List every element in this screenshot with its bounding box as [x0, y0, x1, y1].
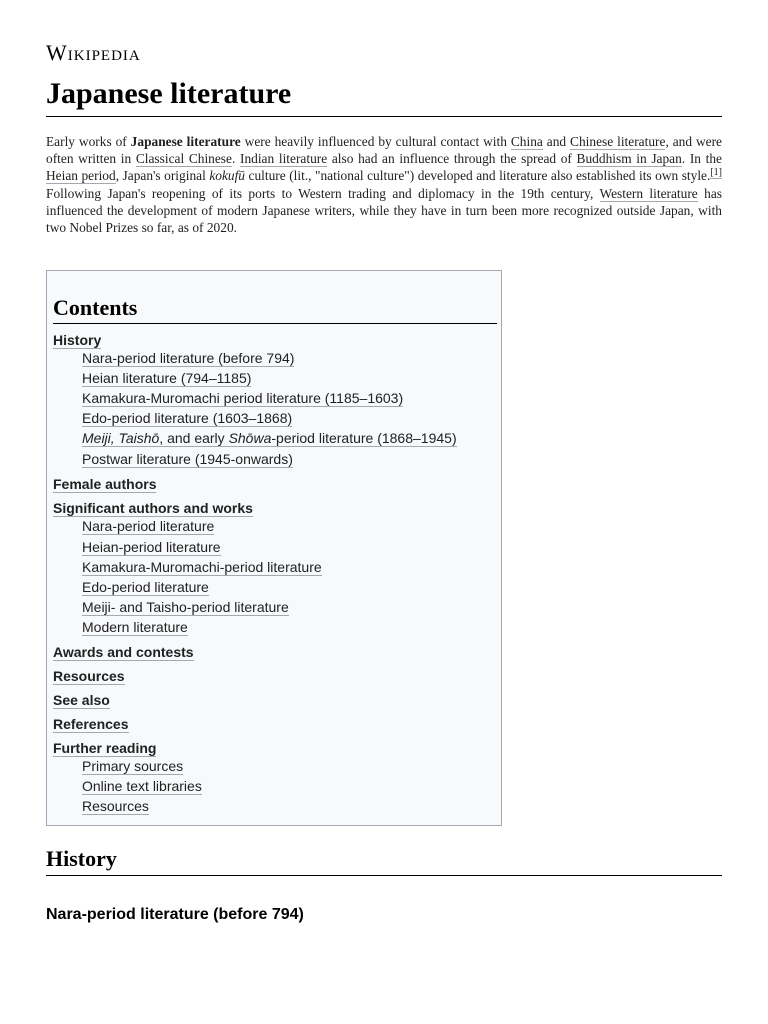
- link-chinese-literature[interactable]: Chinese literature: [570, 134, 666, 149]
- toc-item-edo-period[interactable]: Edo-period literature (1603–1868): [82, 410, 293, 426]
- toc-item-modern-literature[interactable]: Modern literature: [82, 619, 188, 635]
- toc-item-primary-sources[interactable]: Primary sources: [82, 758, 184, 774]
- toc-item-see-also[interactable]: See also: [53, 692, 110, 708]
- link-heian-period[interactable]: Heian period: [46, 168, 116, 184]
- toc-item-history[interactable]: History: [53, 332, 102, 348]
- toc-item-kamakura-muromachi[interactable]: Kamakura-Muromachi period literature (1185–1603): [82, 390, 404, 406]
- toc-item-awards[interactable]: Awards and contests: [53, 644, 194, 660]
- section-heading-history: History: [46, 846, 722, 876]
- toc-item-kamakura-muromachi-lit[interactable]: Kamakura-Muromachi-period literature: [82, 559, 322, 575]
- toc-item-resources-sub[interactable]: Resources: [82, 798, 149, 814]
- toc-item-nara-period-lit[interactable]: Nara-period literature: [82, 518, 215, 534]
- toc-item-nara-period[interactable]: Nara-period literature (before 794): [82, 350, 295, 366]
- link-china[interactable]: China: [510, 134, 543, 149]
- reference-link[interactable]: [1]: [710, 166, 723, 178]
- toc-item-edo-period-lit[interactable]: Edo-period literature: [82, 579, 209, 595]
- link-indian-literature[interactable]: Indian literature: [239, 151, 328, 167]
- toc-item-significant-authors[interactable]: Significant authors and works: [53, 500, 253, 516]
- toc-title: Contents: [53, 295, 497, 324]
- toc-item-heian-period-lit[interactable]: Heian-period literature: [82, 539, 221, 555]
- toc-item-female-authors[interactable]: Female authors: [53, 476, 157, 492]
- italic-term: kokufū: [209, 168, 246, 184]
- toc-item-resources[interactable]: Resources: [53, 668, 125, 684]
- table-of-contents: [46, 270, 502, 826]
- toc-item-meiji-taisho-showa[interactable]: Meiji, Taishō, and early Shōwa-period literature (1868–1945): [82, 430, 457, 446]
- toc-item-online-text-libraries[interactable]: Online text libraries: [82, 778, 202, 794]
- bold-term: Japanese literature: [130, 134, 241, 149]
- wikipedia-wordmark[interactable]: Wikipedia: [46, 40, 141, 65]
- subsection-heading-nara: Nara-period literature (before 794): [46, 906, 304, 923]
- toc-item-meiji-taisho-lit[interactable]: Meiji- and Taisho-period literature: [82, 599, 289, 615]
- toc-item-further-reading[interactable]: Further reading: [53, 740, 157, 756]
- intro-paragraph: Early works of Japanese literature were heavily influenced by cultural contact with China and Chinese literature, and were often written in Classical Chinese. Indian literature also had an influence through the spread of Buddhism in Japan. In the Heian period, Japan's original kokufū culture (lit., "national culture") developed and literature also established its own style.[1] Following Japan's reopening of its ports to Western trading and diplomacy in the 19th century, Western literature has influenced the development of modern Japanese writers, while they have in turn been more recognized outside Japan, with two Nobel Prizes so far, as of 2020.: [46, 134, 723, 236]
- toc-item-postwar[interactable]: Postwar literature (1945-onwards): [82, 451, 293, 467]
- page-title: Japanese literature: [46, 76, 722, 117]
- link-buddhism-in-japan[interactable]: Buddhism in Japan: [576, 151, 682, 167]
- toc-item-references[interactable]: References: [53, 716, 129, 732]
- link-western-literature[interactable]: Western literature: [599, 185, 698, 201]
- link-classical-chinese[interactable]: Classical Chinese: [135, 151, 232, 167]
- toc-item-heian-literature[interactable]: Heian literature (794–1185): [82, 370, 252, 386]
